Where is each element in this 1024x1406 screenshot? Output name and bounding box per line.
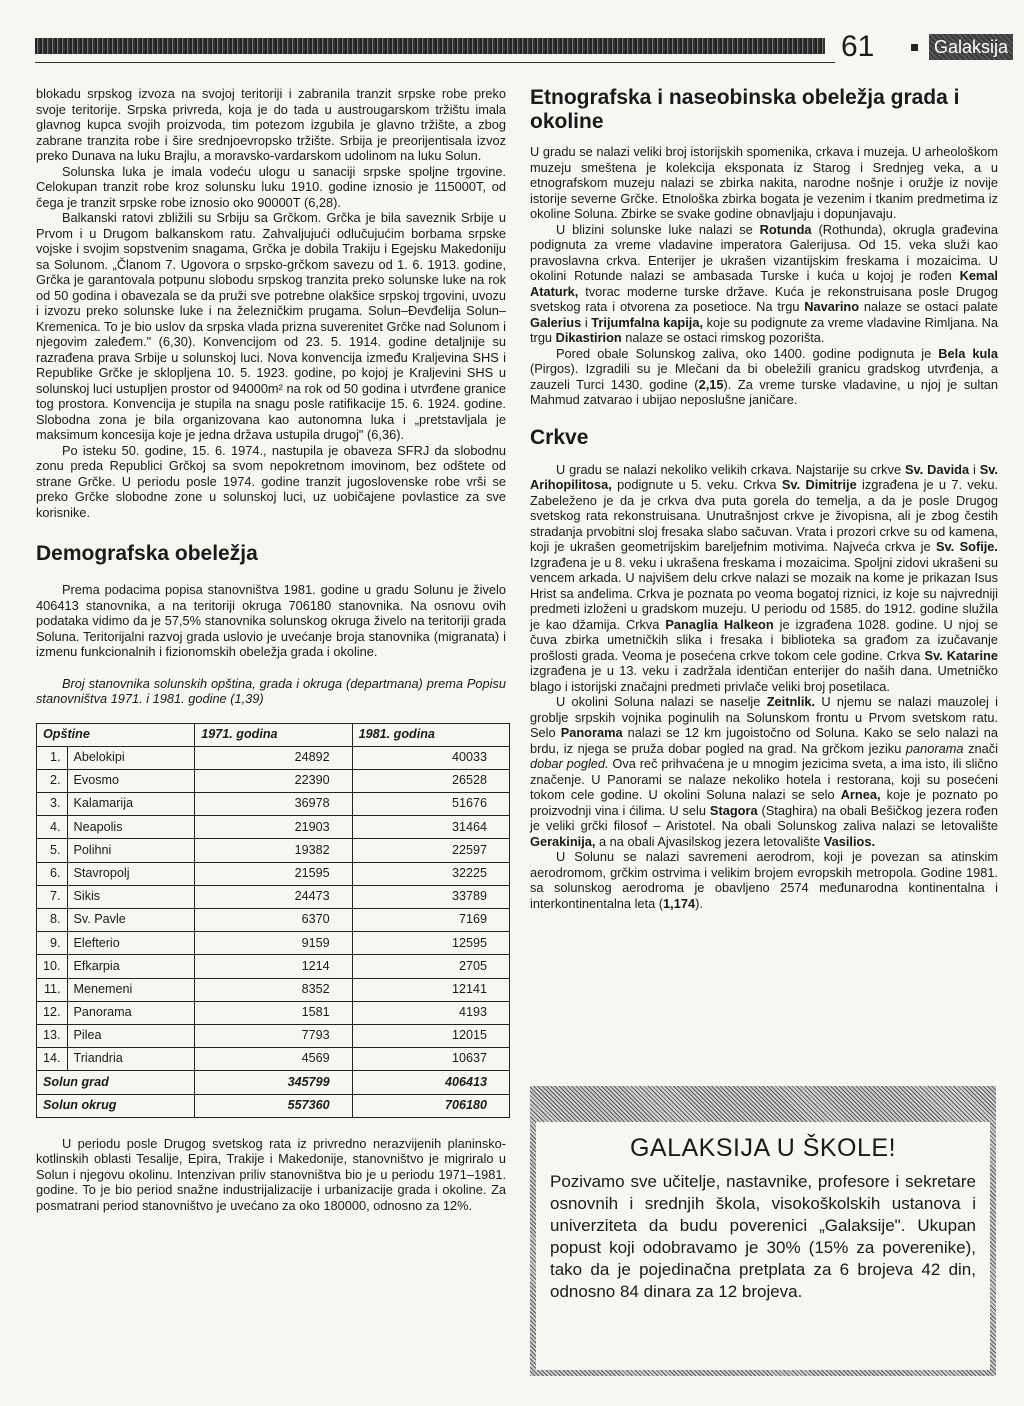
paragraph xyxy=(530,694,998,849)
row-number: 5. xyxy=(37,839,68,862)
row-1971: 24473 xyxy=(195,885,352,908)
table-row xyxy=(37,746,510,769)
row-number: 9. xyxy=(37,932,68,955)
text-run: ). xyxy=(695,895,703,911)
promo-panel xyxy=(536,1122,990,1370)
row-1981: 4193 xyxy=(352,1001,509,1024)
text-run: znači xyxy=(963,740,998,756)
table-row xyxy=(37,1001,510,1024)
row-1981: 32225 xyxy=(352,862,509,885)
table-row xyxy=(37,1024,510,1047)
text-run: koje je poznato po proizvodnji vina i ćilima. U selu xyxy=(530,787,998,818)
paragraph xyxy=(530,346,998,408)
bold-term: Sv. Dimitrije xyxy=(781,477,857,492)
paragraph xyxy=(530,222,998,346)
row-name: Efkarpia xyxy=(67,955,195,978)
row-name: Panorama xyxy=(67,1001,195,1024)
bold-term: Navarino xyxy=(804,299,860,314)
row-1971: 36978 xyxy=(195,793,352,816)
col-header-1981: 1981. godina xyxy=(352,723,509,746)
bold-term: Arnea, xyxy=(840,787,881,802)
paragraph: Prema podacima popisa stanovništva 1981. godine u gradu Solunu je živelo 406413 stanovnika, a na teritoriji okruga 706180 stanovnika. Na osnovu ovih podataka vidimo da je 57,5% stanovnika solunskog okruga živelo na teritoriji grada Soluna. Teritorijalni razvoj grada uslovio je uvećanje broja stanovnika (migranata) i izmenu funkcionalnih i fizionomskih obeležja grada i okoline. xyxy=(36,582,506,659)
paragraph: blokadu srpskog izvoza na svojoj teritoriji i zabranila tranzit srpske robe preko svoje teritorije. Srpska privreda, koja je do tada u austrougarskom tržištu imala glavnog kupca svojih proizvoda, tim potezom izgubila je glavno tržište, a zbog zabrane tranzita robe i šire srednjoevropsko tržište. Srbija je preorijentisala izvoz preko Dunava na luku Brajlu, a moravsko-vardarskom udolinom na luku Solun. xyxy=(36,86,506,163)
table-row xyxy=(37,862,510,885)
text-run: U njemu se nalazi mauzolej i groblje srpskih vojnika poginulih na Solunskom frontu u Prvom svetskom ratu. Selo xyxy=(530,694,998,740)
row-1971: 9159 xyxy=(195,932,352,955)
row-1981: 12015 xyxy=(352,1024,509,1047)
table-row xyxy=(37,909,510,932)
header-rule-line xyxy=(35,62,835,63)
row-1971: 21903 xyxy=(195,816,352,839)
paragraph: U periodu posle Drugog svetskog rata iz privredno nerazvijenih planinsko-kotlinskih oblasti Tesalije, Epira, Trakije i Makedonije, stanovništvo je migriralo u Solun i njegovu okolinu. Intenzivan priliv stanovništva bio je u periodu 1971–1981. godine. To je bio period snažne industrijalizacije i urbanizacije grada i okoline. Za posmatrani period stanovništvo je uvećano za oko 180000, odnosno za 12%. xyxy=(36,1135,506,1213)
row-1981: 2705 xyxy=(352,955,509,978)
table-row xyxy=(37,816,510,839)
table-row xyxy=(37,955,510,978)
row-number: 6. xyxy=(37,862,68,885)
bold-term: Panaglia Halkeon xyxy=(665,616,774,632)
row-1971: 22390 xyxy=(195,769,352,792)
row-1981: 22597 xyxy=(352,839,509,862)
row-number: 2. xyxy=(37,769,68,792)
promo-title: GALAKSIJA U ŠKOLE! xyxy=(629,1134,897,1162)
total-district-label: Solun okrug xyxy=(37,1094,195,1117)
text-run: i xyxy=(969,461,980,477)
row-name: Menemeni xyxy=(67,978,195,1001)
table-row xyxy=(37,1048,510,1071)
text-run: U gradu se nalazi nekoliko velikih crkava. Najstarije su crkve xyxy=(556,461,905,477)
total-district-1971: 557360 xyxy=(195,1094,352,1117)
row-number: 12. xyxy=(37,1001,68,1024)
text-run: (Staghira) na obali Bešičkog jezera rođen je veliki grčki filosof – Aristotel. Na obali Solunskog zaliva nalazi se letovalište xyxy=(530,802,998,833)
row-name: Kalamarija xyxy=(67,793,195,816)
text-run: nalaze se ostaci rimskog pozorišta. xyxy=(621,330,825,345)
text-run: (Pirgos). Izgradili su je Mlečani da bi obeležili granicu gradskog utvrđenja, a zauzeli Turci 1430. godine ( xyxy=(530,361,998,392)
row-name: Pilea xyxy=(67,1024,195,1047)
table-row xyxy=(37,839,510,862)
row-number: 3. xyxy=(37,793,68,816)
text-run: tvorac moderne turske države. Kuća je rekonstruisana posle Drugog svetskog rata i otvorena za posetioce. Na trgu xyxy=(530,283,998,314)
text-run: U Solunu se nalazi savremeni aerodrom, koji je povezan sa atinskim aerodromom, grčkim ostrvima i velikim brojem evropskih metropola. Godine 1981. sa solunskog aerodroma je obavljeno 2574 međunarodna kontinentalna i interkontinentalna leta ( xyxy=(530,849,998,911)
paragraph: Balkanski ratovi zbližili su Srbiju sa Grčkom. Grčka je bila saveznik Srbije u Prvom i u Drugom balkanskom ratu. Zahvaljujući odlučujućim borbama srpske vojske i svojim sopstvenim snagama, Grčka je dobila Trakiju i Egejsku Makedoniju sa Solunom. „Članom 7. Ugovora o srpsko-grčkom savezu od 1. 6. 1913. godine, Grčka je garantovala potpunu slobodu srpskog tranzita preko solunske luke na rok od 50 godina i obavezala se da pruži sve potrebne olakšice srpskoj trgovini, uvozu i izvozu preko solunske luke i na železničkim prugama. Solun–Đevđelija Solun–Kremenica. To je bio uslov da srpska vlada prizna suverenitet Grčke nad Solunom i njegovim zaleđem." (6,30). Konvencijom od 23. 5. 1914. godine detaljnije su razrađena prava Srbije u solunskoj luci. Nova konvencija između Kraljevina SHS i Republike Grčke je sklopljena 10. 5. 1923. godine, po kojoj je Kraljevini SHS u solunskoj luci ustupljen prostor od 94000m² na rok od 50 godina i utvrđene granice tog prostora. Konvencija je stupila na snagu posle ratifikacije 15. 6. 1924. godine. Slobodna zona je bila organizovana kao autonomna luka i „pretstavljala je maksimum koncesija koje je jedna država ustupila drugoj" (6,36). xyxy=(36,210,506,442)
total-city-1981: 406413 xyxy=(352,1071,509,1094)
row-name: Neapolis xyxy=(67,816,195,839)
row-name: Elefterio xyxy=(67,932,195,955)
bold-term: Kemal Ataturk, xyxy=(530,268,998,299)
bold-term: Trijumfalna kapija, xyxy=(591,314,704,330)
row-1981: 7169 xyxy=(352,909,509,932)
row-1981: 12141 xyxy=(352,978,509,1001)
page-header xyxy=(35,30,1009,64)
bold-term: Zeitnlik. xyxy=(766,694,816,709)
bold-term: Bela kula xyxy=(938,345,998,361)
bold-term: Panorama xyxy=(560,725,623,740)
row-1971: 24892 xyxy=(195,746,352,769)
promo-box xyxy=(530,1086,996,1376)
row-1971: 4569 xyxy=(195,1048,352,1071)
table-row xyxy=(37,769,510,792)
bold-term: Sv. Sofije. xyxy=(935,539,998,554)
row-name: Sv. Pavle xyxy=(67,909,195,932)
header-rule-bar xyxy=(35,38,825,54)
row-number: 8. xyxy=(37,909,68,932)
text-run: Izgrađena je u 8. veku i ukrašena freskama i mozaicima. Spoljni zidovi ukrašeni su vencem arkada. U najvišem delu crkve nalazi se mozaik na kome je prikazan Isus Hrist sa anđelima. Crkva je poznata po veoma bogatoj riznici, iz koje su najvredniji predmeti izloženi u gradskom muzeju. U periodu od 1585. do 1912. godine služila je kao džamija. Crkva xyxy=(530,554,998,632)
paragraph: Solunska luka je imala vodeću ulogu u sanaciji srpske spoljne trgovine. Celokupan tranzit robe kroz solunsku luku 1910. godine iznosio je 115000T, od čega je tranzit srpske robe iznosio oko 90000T (6,28). xyxy=(36,163,506,210)
population-table xyxy=(36,723,510,1118)
row-number: 4. xyxy=(37,816,68,839)
section-heading-demografija: Demografska obeležja xyxy=(36,542,258,565)
text-run: U okolini Soluna nalazi se naselje xyxy=(556,694,767,709)
bold-term: Galerius xyxy=(530,314,582,330)
table-row xyxy=(37,793,510,816)
bold-term: Vasilios. xyxy=(823,833,876,849)
text-run: ). Za vreme turske vladavine, u njoj je sultan Mahmud zatvarao i ubijao neposlušne janičare. xyxy=(530,376,998,407)
table-caption: Broj stanovnika solunskih opština, grada i okruga (departmana) prema Popisu stanovništva 1971. i 1981. godine (1,39) xyxy=(36,675,506,706)
row-number: 10. xyxy=(37,955,68,978)
section-label: Galaksija xyxy=(929,34,1013,60)
table-row xyxy=(37,885,510,908)
row-name: Stavropolj xyxy=(67,862,195,885)
row-number: 13. xyxy=(37,1024,68,1047)
total-city-label: Solun grad xyxy=(37,1071,195,1094)
paragraph: U gradu se nalazi veliki broj istorijskih spomenika, crkava i muzeja. U arheološkom muzeju smeštena je kolekcija eksponata iz Starog i Srednjeg veka, a u etnografskom muzeju nalazi se zbirka nakita, narodne nošnje i oružje iz novije istorije severne Grčke. Etnološka zbirka bogata je vezenim i tkanim predmetima iz okoline Soluna. Zbirke se svake godine obnavljaju i dopunjavaju. xyxy=(530,144,998,221)
row-1981: 40033 xyxy=(352,746,509,769)
table-row xyxy=(37,978,510,1001)
text-run: izgrađena je u 7. veku. Zabeleženo je da je crkva dva puta gorela do temelja, a da je posle Drugog svetskog rata rekonstruisana. Unutrašnjost crkve je živopisna, ali je zbog čestih stradanja prvobitni sloj fresaka slabo sačuvan. Vrata i prozori crkve su od kamena, koji je ukrašen geometrijskim bareljefnim motivima. Najveća crkva je xyxy=(530,477,998,554)
page-number: 61 xyxy=(841,30,875,63)
row-name: Evosmo xyxy=(67,769,195,792)
italic-term: panorama xyxy=(905,740,964,756)
row-1981: 51676 xyxy=(352,793,509,816)
bold-term: Sv. Davida xyxy=(904,461,970,477)
total-district-1981: 706180 xyxy=(352,1094,509,1117)
table-row-total-district xyxy=(37,1094,510,1117)
bold-term: Sv. Arihopilitosa, xyxy=(530,461,998,492)
bold-term: Gerakinija, xyxy=(530,833,596,849)
row-1971: 1214 xyxy=(195,955,352,978)
bold-term: Stagora xyxy=(709,802,758,818)
row-name: Triandria xyxy=(67,1048,195,1071)
col-header-1971: 1971. godina xyxy=(195,723,352,746)
col-header-opstine: Opštine xyxy=(37,723,195,746)
text-run: i xyxy=(581,314,592,330)
row-1981: 10637 xyxy=(352,1048,509,1071)
row-1971: 7793 xyxy=(195,1024,352,1047)
bold-term: Sv. Katarine xyxy=(924,647,998,663)
row-number: 7. xyxy=(37,885,68,908)
row-1971: 1581 xyxy=(195,1001,352,1024)
row-number: 11. xyxy=(37,978,68,1001)
section-heading-crkve: Crkve xyxy=(530,425,589,449)
header-bullet-icon xyxy=(911,44,918,51)
row-1971: 21595 xyxy=(195,862,352,885)
text-run: podignute u 5. veku. Crkva xyxy=(611,477,782,492)
total-city-1971: 345799 xyxy=(195,1071,352,1094)
table-header-row xyxy=(37,723,510,746)
row-name: Sikis xyxy=(67,885,195,908)
text-run: U blizini solunske luke nalazi se xyxy=(556,221,760,237)
bold-term: Rotunda xyxy=(759,221,812,237)
table-row-total-city xyxy=(37,1071,510,1094)
table-row xyxy=(37,932,510,955)
row-name: Polihni xyxy=(67,839,195,862)
row-1971: 8352 xyxy=(195,978,352,1001)
row-1971: 6370 xyxy=(195,909,352,932)
row-number: 14. xyxy=(37,1048,68,1071)
text-run: koje su podignute za vreme vladavine Rimljana. Na trgu xyxy=(530,314,998,345)
promo-text: Pozivamo sve učitelje, nastavnike, profesore i sekretare osnovnih i srednjih škola, visokoškolskih ustanova i univerziteta da budu poverenici „Galaksije". Ukupan popust koji odobravamo je 30% (15% za poverenike), tako da je pojedinačna pretplata za 6 brojeva 42 din, odnosno 84 dinara za 12 brojeva. xyxy=(550,1172,976,1301)
paragraph: Po isteku 50. godine, 15. 6. 1974., nastupila je obaveza SFRJ da slobodnu zonu preda Republici Grčkoj sa svom nepokretnom imovinom, bez odštete od strane Grčke. U periodu posle 1974. godine tranzit jugoslovenske robe vrši se preko Grčke slobodne zone u solunskoj luci, uz uobičajene povlastice za sve korisnike. xyxy=(36,442,506,520)
paragraph xyxy=(530,462,998,695)
text-run: Ova reč prihvaćena je u mnogim jezicima sveta, a ima isto, ili slično značenje. U Panorami se nalaze nekoliko hotela i restorana, koji su posećeni tokom cele godine. U okolini Soluna nalazi se selo xyxy=(530,756,998,802)
text-run: je izgrađena 1028. godine. U njoj se čuva zbirka umetničkih slika i fresaka i biblioteka sa građom za izučavanje prošlosti grada. Veoma je posećena crkve tokom cele godine. Crkva xyxy=(530,616,999,663)
row-1971: 19382 xyxy=(195,839,352,862)
italic-term: dobar pogled. xyxy=(530,756,609,771)
text-run: a na obali Ajvasilskog jezera letovalište xyxy=(595,833,824,849)
text-run: nalazi se 12 km jugoistočno od Soluna. Kako se selo nalazi na brdu, iz njega se pruža dobar pogled na grad. Na grčkom jeziku xyxy=(530,725,998,756)
paragraph xyxy=(530,849,998,911)
left-column xyxy=(36,86,506,1213)
bold-term: Dikastirion xyxy=(555,330,622,345)
row-1981: 12595 xyxy=(352,932,509,955)
bold-term: 2,15 xyxy=(698,376,724,392)
text-run: (Rothunda), okrugla građevina podignuta za vreme vladavine imperatora Galerijusa. Od 15. veka služi kao pravoslavna crkva. Enterijer je ukrašen vizantijskim freskama i mozaicima. U okolini Rotunde nalazi se ambasada Turske i kuća u kojoj je rođen xyxy=(530,221,999,283)
text-run: izgrađena je u 13. veku i zadržala identičan enterijer do naših dana. Umetničko blago i istorijski značajni predmeti privlače veliki broj posetilaca. xyxy=(530,663,998,694)
row-1981: 26528 xyxy=(352,769,509,792)
row-1981: 31464 xyxy=(352,816,509,839)
bold-term: 1,174 xyxy=(663,895,696,911)
text-run: nalaze se ostaci palate xyxy=(859,299,998,314)
row-name: Abelokipi xyxy=(67,746,195,769)
row-number: 1. xyxy=(37,746,68,769)
section-heading-etnografija: Etnografska i naseobinska obeležja grada i okoline xyxy=(530,86,960,133)
right-column xyxy=(530,86,998,911)
row-1981: 33789 xyxy=(352,885,509,908)
text-run: Pored obale Solunskog zaliva, oko 1400. godine podignuta je xyxy=(556,345,939,361)
